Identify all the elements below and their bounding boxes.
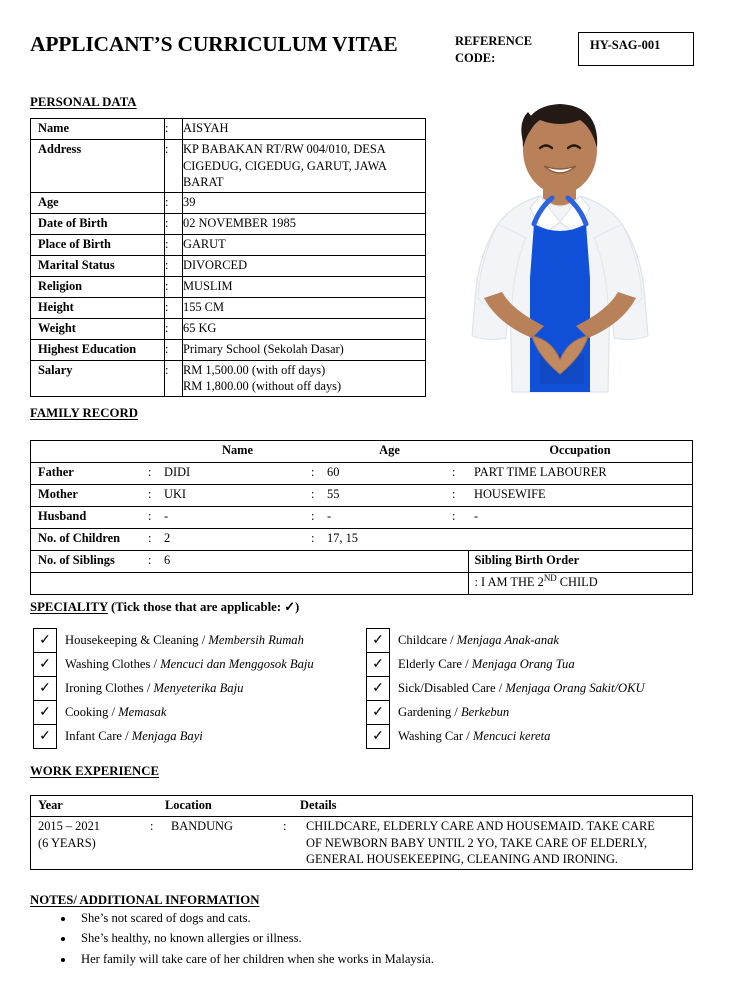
family-ages-children: 17, 15	[327, 529, 452, 551]
sibling-birth-order-post: CHILD	[556, 575, 598, 589]
personal-label-height: Height	[31, 297, 165, 318]
notes-list	[30, 908, 434, 969]
colon: :	[165, 213, 183, 234]
table-row	[31, 360, 426, 396]
speciality-checkbox-washing-clothes[interactable]: ✓	[34, 653, 56, 677]
colon: :	[150, 817, 165, 870]
work-year-range: 2015 – 2021	[38, 819, 100, 833]
section-heading-family-record: FAMILY RECORD	[30, 406, 138, 420]
table-row	[31, 318, 426, 339]
work-header-details: Details	[300, 796, 693, 817]
colon: :	[311, 463, 327, 485]
colon: :	[165, 119, 183, 140]
applicant-photo	[440, 92, 698, 404]
family-record-table	[30, 440, 693, 595]
personal-value-date-of-birth: 02 NOVEMBER 1985	[183, 213, 426, 234]
colon: :	[311, 529, 327, 551]
reference-code-box	[578, 32, 694, 66]
colon: :	[452, 485, 468, 507]
family-name-husband: -	[164, 507, 311, 529]
personal-label-age: Age	[31, 192, 165, 213]
table-row	[31, 551, 693, 573]
personal-label-religion: Religion	[31, 276, 165, 297]
personal-label-salary: Salary	[31, 360, 165, 396]
work-details-line-3: GENERAL HOUSEKEEPING, CLEANING AND IRONING.	[306, 852, 619, 866]
speciality-checkbox-group-left	[33, 628, 57, 749]
colon: :	[452, 507, 468, 529]
family-age-father: 60	[327, 463, 452, 485]
speciality-label-gardening: Gardening / Berkebun	[398, 705, 510, 719]
speciality-label-childcare: Childcare / Menjaga Anak-anak	[398, 633, 560, 647]
speciality-labels-left	[65, 628, 314, 748]
work-experience-table	[30, 795, 693, 870]
work-details	[300, 817, 693, 870]
colon: :	[452, 463, 468, 485]
colon: :	[165, 192, 183, 213]
colon: :	[165, 255, 183, 276]
colon: :	[148, 551, 164, 573]
colon: :	[148, 529, 164, 551]
personal-value-name: AISYAH	[183, 119, 426, 140]
table-header-row	[31, 441, 693, 463]
colon: :	[148, 463, 164, 485]
colon: :	[165, 360, 183, 396]
family-age-husband: -	[327, 507, 452, 529]
page-title: APPLICANT’S CURRICULUM VITAE	[30, 32, 398, 56]
family-count-children: 2	[164, 529, 311, 551]
personal-label-highest-education: Highest Education	[31, 339, 165, 360]
speciality-label-ironing-clothes: Ironing Clothes / Menyeterika Baju	[65, 681, 244, 695]
colon: :	[165, 234, 183, 255]
family-label-mother: Mother	[31, 485, 149, 507]
personal-value-weight: 65 KG	[183, 318, 426, 339]
reference-code-value: HY-SAG-001	[590, 38, 661, 52]
table-row	[31, 485, 693, 507]
salary-without-off-days: RM 1,800.00 (without off days)	[183, 379, 342, 393]
personal-label-date-of-birth: Date of Birth	[31, 213, 165, 234]
family-name-father: DIDI	[164, 463, 311, 485]
family-label-husband: Husband	[31, 507, 149, 529]
personal-value-height: 155 CM	[183, 297, 426, 318]
speciality-checkbox-cooking[interactable]: ✓	[34, 701, 56, 725]
table-row	[31, 192, 426, 213]
speciality-checkbox-childcare[interactable]: ✓	[367, 629, 389, 653]
colon: :	[165, 297, 183, 318]
work-details-line-1: CHILDCARE, ELDERLY CARE AND HOUSEMAID. TAKE CARE	[306, 819, 655, 833]
family-header-occupation: Occupation	[468, 441, 693, 463]
table-row	[31, 339, 426, 360]
table-row	[31, 140, 426, 193]
section-heading-speciality: SPECIALITY (Tick those that are applicable: ✓)	[30, 600, 300, 614]
personal-value-salary	[183, 360, 426, 396]
personal-value-address: KP BABAKAN RT/RW 004/010, DESA CIGEDUG, CIGEDUG, GARUT, JAWA BARAT	[183, 140, 426, 193]
speciality-label-infant-care: Infant Care / Menjaga Bayi	[65, 729, 203, 743]
speciality-checkbox-elderly-care[interactable]: ✓	[367, 653, 389, 677]
sibling-birth-order-pre: : I AM THE 2	[474, 575, 544, 589]
section-heading-notes: NOTES/ ADDITIONAL INFORMATION	[30, 893, 260, 907]
personal-value-place-of-birth: GARUT	[183, 234, 426, 255]
work-year	[31, 817, 151, 870]
family-name-mother: UKI	[164, 485, 311, 507]
applicant-photo-illustration	[440, 92, 698, 404]
speciality-checkbox-ironing-clothes[interactable]: ✓	[34, 677, 56, 701]
work-year-duration: (6 YEARS)	[38, 835, 96, 850]
colon: :	[165, 318, 183, 339]
personal-label-name: Name	[31, 119, 165, 140]
work-location: BANDUNG	[165, 817, 283, 870]
speciality-instruction: (Tick those that are applicable: ✓)	[107, 600, 300, 614]
section-heading-personal-data: PERSONAL DATA	[30, 95, 137, 109]
work-header-year: Year	[31, 796, 151, 817]
family-label-siblings: No. of Siblings	[31, 551, 149, 573]
speciality-checkbox-sick-disabled-care[interactable]: ✓	[367, 677, 389, 701]
speciality-label-sick-disabled-care: Sick/Disabled Care / Menjaga Orang Sakit/OKU	[398, 681, 645, 695]
reference-code-label: REFERENCE CODE:	[455, 34, 533, 65]
speciality-label-elderly-care: Elderly Care / Menjaga Orang Tua	[398, 657, 575, 671]
speciality-labels-right	[398, 628, 645, 748]
list-item: • She’s healthy, no known allergies or illness.	[75, 928, 434, 948]
speciality-checkbox-housekeeping[interactable]: ✓	[34, 629, 56, 653]
family-occupation-father: PART TIME LABOURER	[468, 463, 693, 485]
table-row	[31, 297, 426, 318]
sibling-birth-order-suffix: ND	[543, 572, 557, 583]
personal-label-address: Address	[31, 140, 165, 193]
family-header-age: Age	[327, 441, 452, 463]
list-item: • Her family will take care of her children when she works in Malaysia.	[75, 949, 434, 969]
speciality-label-cooking: Cooking / Memasak	[65, 705, 167, 719]
table-row	[31, 255, 426, 276]
section-heading-work-experience: WORK EXPERIENCE	[30, 764, 160, 778]
family-count-siblings: 6	[164, 551, 311, 573]
salary-with-off-days: RM 1,500.00 (with off days)	[183, 362, 326, 377]
table-header-row	[31, 796, 693, 817]
speciality-label-washing-car: Washing Car / Mencuci kereta	[398, 729, 551, 743]
table-row	[31, 817, 693, 870]
speciality-checkbox-infant-care[interactable]: ✓	[34, 725, 56, 749]
personal-value-age: 39	[183, 192, 426, 213]
table-row	[31, 529, 693, 551]
colon: :	[148, 485, 164, 507]
colon: :	[311, 507, 327, 529]
table-row	[31, 276, 426, 297]
table-row	[31, 463, 693, 485]
colon: :	[148, 507, 164, 529]
family-occupation-mother: HOUSEWIFE	[468, 485, 693, 507]
sibling-birth-order-label: Sibling Birth Order	[468, 551, 693, 573]
personal-value-religion: MUSLIM	[183, 276, 426, 297]
colon: :	[165, 339, 183, 360]
table-row	[31, 507, 693, 529]
family-occupation-husband: -	[468, 507, 693, 529]
personal-value-marital-status: DIVORCED	[183, 255, 426, 276]
colon: :	[283, 817, 300, 870]
personal-label-place-of-birth: Place of Birth	[31, 234, 165, 255]
personal-data-table	[30, 118, 426, 397]
speciality-label-washing-clothes: Washing Clothes / Mencuci dan Menggosok Baju	[65, 657, 314, 671]
colon: :	[165, 140, 183, 193]
colon: :	[165, 276, 183, 297]
speciality-checkbox-gardening[interactable]: ✓	[367, 701, 389, 725]
family-label-father: Father	[31, 463, 149, 485]
work-details-line-2: OF NEWBORN BABY UNTIL 2 YO, TAKE CARE OF ELDERLY,	[306, 835, 648, 850]
list-item: • She’s not scared of dogs and cats.	[75, 908, 434, 928]
personal-label-weight: Weight	[31, 318, 165, 339]
speciality-label-housekeeping: Housekeeping & Cleaning / Membersih Rumah	[65, 633, 304, 647]
personal-label-marital-status: Marital Status	[31, 255, 165, 276]
family-header-name: Name	[164, 441, 311, 463]
table-row	[31, 119, 426, 140]
speciality-checkbox-group-right	[366, 628, 390, 749]
speciality-checkbox-washing-car[interactable]: ✓	[367, 725, 389, 749]
family-occupation-children	[468, 529, 693, 551]
family-age-mother: 55	[327, 485, 452, 507]
family-label-children: No. of Children	[31, 529, 149, 551]
work-header-location: Location	[165, 796, 283, 817]
table-row	[31, 234, 426, 255]
personal-value-highest-education: Primary School (Sekolah Dasar)	[183, 339, 426, 360]
table-row	[31, 573, 693, 595]
table-row	[31, 213, 426, 234]
colon: :	[311, 485, 327, 507]
sibling-birth-order-value	[468, 573, 693, 595]
